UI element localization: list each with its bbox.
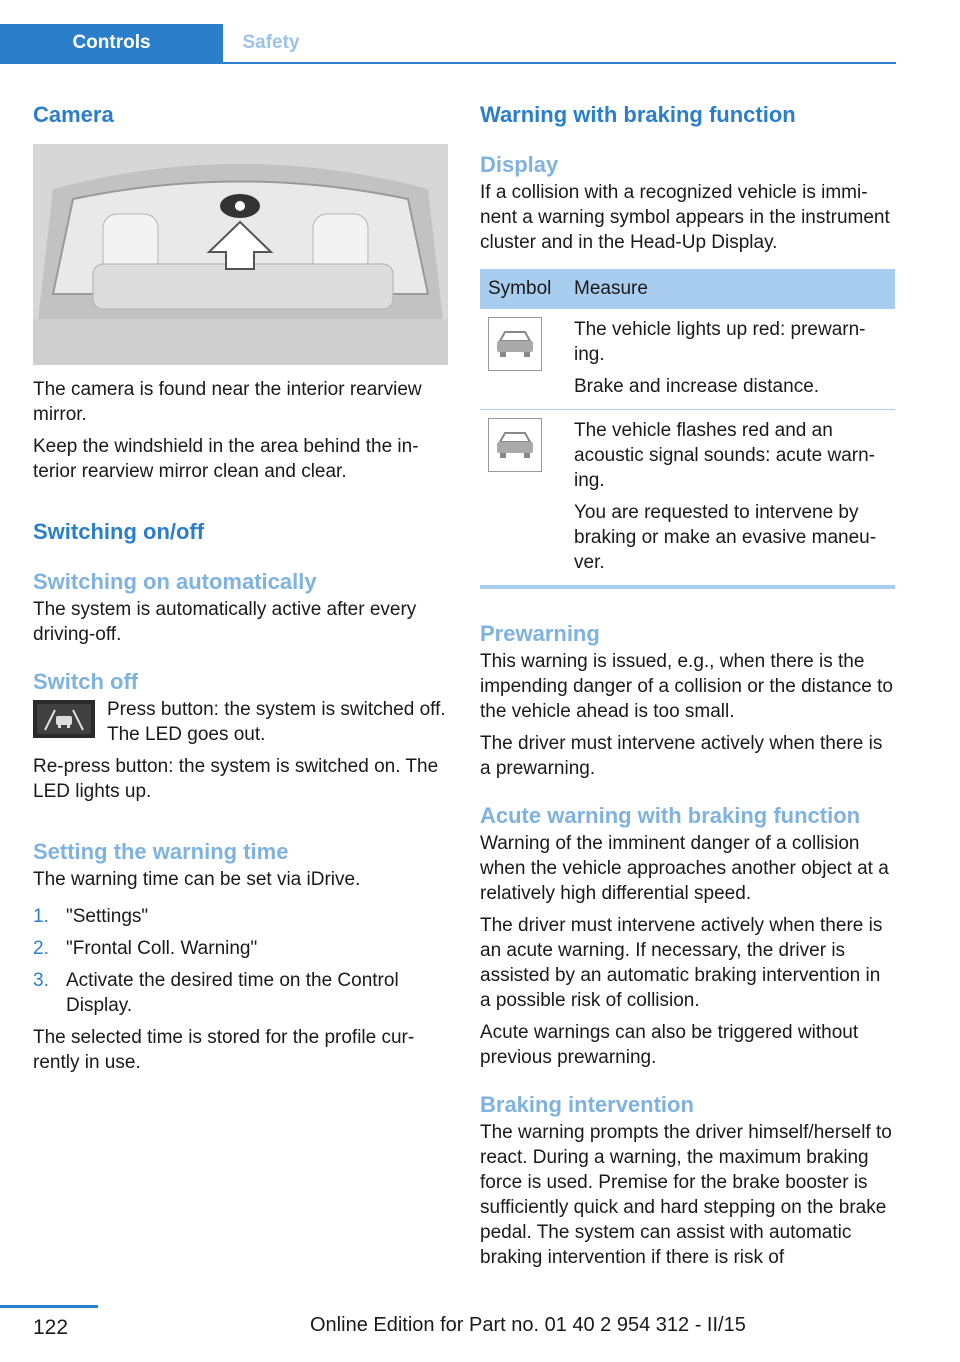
left-column	[33, 100, 448, 1075]
settings-steps	[33, 904, 448, 1018]
switching-heading: Switching on/off	[33, 519, 205, 544]
col-header-symbol: Symbol	[480, 269, 566, 309]
edition-footer: Online Edition for Part no. 01 40 2 954 312 - II/15	[310, 1314, 746, 1336]
braking-text: The warning prompts the driver himself/herself to react. During a warning, the maximum braking force is used. Premise for the brake booster is sufficiently quick and hard stepping on the brake pedal. The system can assist with automatic braking intervention if there is risk of	[480, 1122, 892, 1268]
camera-clean-text: Keep the windshield in the area behind the interior rearview mirror clean and clear.	[33, 436, 419, 482]
switch-off-heading: Switch off	[33, 669, 139, 694]
col-header-measure: Measure	[566, 269, 895, 309]
prewarning-text-2: The driver must intervene actively when there is a prewarning.	[480, 733, 883, 779]
row1-measure-b: Brake and increase distance.	[574, 376, 820, 397]
vehicle-warning-icon	[488, 317, 542, 371]
list-item: 1. "Settings"	[33, 906, 149, 927]
camera-location-text: The camera is found near the interior rearview mirror.	[33, 379, 422, 425]
list-item: 3. Activate the desired time on the Control Display.	[33, 970, 399, 1016]
vehicle-warning-icon	[488, 418, 542, 472]
repress-text: Re-press button: the system is switched on. The LED lights up.	[33, 756, 439, 802]
warning-time-heading: Setting the warning time	[33, 839, 289, 864]
display-heading: Display	[480, 152, 559, 177]
row2-measure-a: The vehicle flashes red and an acoustic signal sounds: acute warning.	[574, 420, 875, 491]
tab-safety[interactable]: Safety	[242, 32, 300, 53]
symbol-table	[480, 269, 895, 589]
row1-measure-a: The vehicle lights up red: prewarning.	[574, 319, 866, 365]
footer-rule	[0, 1305, 98, 1308]
acute-text-3: Acute warnings can also be triggered without previous prewarning.	[480, 1022, 859, 1068]
auto-heading: Switching on automatically	[33, 569, 317, 594]
table-row	[480, 309, 895, 410]
list-item: 2. "Frontal Coll. Warning"	[33, 938, 258, 959]
prewarning-text-1: This warning is issued, e.g., when there is the impending danger of a collision or the distance to the vehicle ahead is too small.	[480, 651, 893, 722]
acute-warning-heading: Acute warning with braking function	[480, 803, 861, 828]
camera-location-illustration	[33, 144, 448, 365]
table-row	[480, 410, 895, 588]
tab-controls[interactable]: Controls	[0, 24, 223, 62]
auto-text: The system is automatically active after every driving-off.	[33, 599, 417, 645]
chapter-tabs	[0, 24, 896, 64]
acute-text-2: The driver must intervene actively when there is an acute warning. If necessary, the driver is assisted by an automatic braking intervention in a possible risk of collision.	[480, 915, 883, 1011]
warning-time-text: The warning time can be set via iDrive.	[33, 869, 361, 890]
page-number: 122	[33, 1316, 69, 1339]
camera-heading: Camera	[33, 102, 114, 127]
stored-text: The selected time is stored for the profile currently in use.	[33, 1027, 415, 1073]
acute-text-1: Warning of the imminent danger of a collision when the vehicle approaches another object at a relatively high differential speed.	[480, 833, 889, 904]
right-column	[480, 100, 895, 1270]
collision-warning-button-icon	[33, 700, 95, 738]
prewarning-heading: Prewarning	[480, 621, 600, 646]
display-text: If a collision with a recognized vehicle is imminent a warning symbol appears in the instrument cluster and in the Head-Up Display.	[480, 182, 890, 253]
row2-measure-b: You are requested to intervene by braking or make an evasive maneuver.	[574, 502, 877, 573]
switch-off-text: Press button: the system is switched off. The LED goes out.	[107, 699, 446, 745]
braking-intervention-heading: Braking intervention	[480, 1092, 694, 1117]
switch-off-block	[33, 697, 448, 747]
warning-braking-heading: Warning with braking function	[480, 102, 796, 127]
